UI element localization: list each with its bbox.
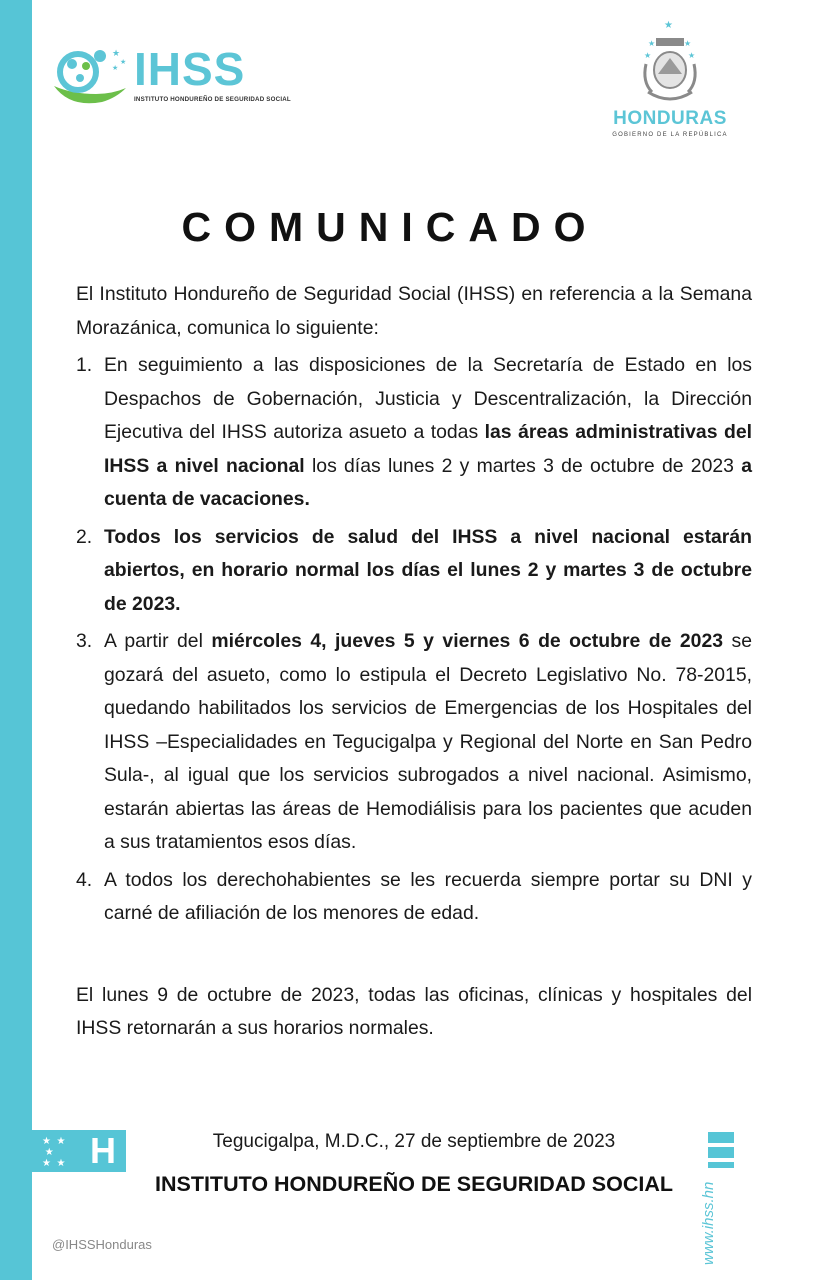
svg-text:★: ★ [120, 59, 127, 66]
list-item-text: A partir del [104, 630, 212, 652]
svg-text:★: ★ [688, 51, 696, 60]
svg-text:★: ★ [648, 39, 656, 48]
svg-text:★: ★ [112, 48, 121, 58]
list-item-text: los días lunes 2 y martes 3 de octubre de 2023 [304, 454, 742, 477]
communique-body [76, 278, 752, 1046]
right-accent-bars [708, 1132, 734, 1166]
list-item [76, 349, 752, 517]
flag-letter: H [90, 1130, 116, 1171]
closing-paragraph: El lunes 9 de octubre de 2023, todas las oficinas, clínicas y hospitales del IHSS retornarán a sus horarios normales. [76, 983, 752, 1039]
list-item-number: 2. [76, 525, 93, 548]
page-title: COMUNICADO [181, 204, 599, 250]
list-item-text: A todos los derechohabientes se les recuerda siempre portar su DNI y carné de afiliación de los menores de edad. [104, 868, 752, 924]
left-accent-stripe [0, 0, 32, 1280]
list-item-number: 4. [76, 868, 93, 891]
svg-text:★: ★ [644, 51, 652, 60]
list-item-bold-text: miércoles 4, jueves 5 y viernes 6 de octubre de 2023 [211, 630, 724, 652]
list-item [76, 521, 752, 622]
ihss-family-icon [50, 42, 132, 112]
numbered-list [76, 349, 752, 931]
website-link[interactable]: www.ihss.hn [700, 1181, 717, 1265]
list-item [76, 864, 752, 931]
honduras-logo [600, 18, 740, 143]
list-item-number: 3. [76, 630, 93, 652]
list-item-text: En seguimiento a las disposiciones de la Secretaría de Estado en los Despachos de Gobernación, Justicia y Descentralización, la Dirección Ejecutiva del IHSS autoriza asueto a todas [104, 354, 752, 443]
list-item-bold-text: a cuenta de vacaciones. [104, 454, 752, 510]
honduras-logo-subtitle: GOBIERNO DE LA REPÚBLICA [612, 132, 728, 138]
svg-text:★: ★ [684, 39, 692, 48]
list-item-bold-text: las áreas administrativas del IHSS a nivel nacional [104, 421, 753, 477]
ihss-logo-subtitle: INSTITUTO HONDUREÑO DE SEGURIDAD SOCIAL [134, 96, 291, 103]
svg-text:★: ★ [112, 65, 119, 72]
ihss-logo [50, 40, 291, 115]
place-date: Tegucigalpa, M.D.C., 27 de septiembre de 2023 [212, 1131, 616, 1152]
intro-paragraph: El Instituto Hondureño de Seguridad Social (IHSS) en referencia a la Semana Morazánica, comunica lo siguiente: [76, 283, 752, 339]
social-handle[interactable]: @IHSSHonduras [52, 1237, 152, 1252]
list-item-text: se gozará del asueto, como lo estipula el Decreto Legislativo No. 78-2015, quedando habilitados los servicios de Emergencias de los Hospitales del IHSS –Especialidades en Tegucigalpa y Regional del Norte en San Pedro Sula-, al igual que los servicios subrogados a nivel nacional. Asimismo, estarán abiertas las áreas de Hemodiálisis para los pacientes que acuden a sus tratamientos esos días. [104, 630, 752, 853]
institution-signature: INSTITUTO HONDUREÑO DE SEGURIDAD SOCIAL [154, 1172, 673, 1196]
ihss-logo-name: IHSS [134, 43, 246, 95]
list-item [76, 625, 752, 860]
honduras-logo-name: HONDURAS [613, 108, 727, 129]
flag-stars-icon: ★ ★ ★ ★ ★ [42, 1136, 66, 1169]
list-item-number: 1. [76, 354, 93, 376]
list-item-bold-text: Todos los servicios de salud del IHSS a nivel nacional estarán abiertos, en horario normal los días el lunes 2 y martes 3 de octubre de 2023. [104, 525, 752, 615]
svg-text:★: ★ [664, 20, 673, 31]
honduras-coat-of-arms-icon [638, 18, 702, 106]
